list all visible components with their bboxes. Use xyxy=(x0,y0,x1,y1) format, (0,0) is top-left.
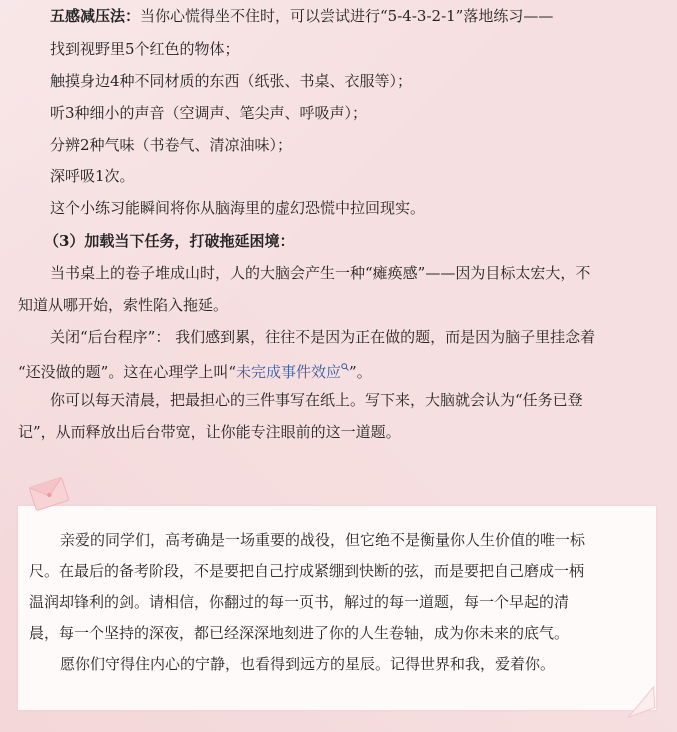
letter-line: 晨，每一个坚持的深夜，都已经深深地刻进了你的人生卷轴，成为你未来的底气。 xyxy=(29,624,570,642)
letter-line: 尺。在最后的备考阶段，不是要把自己拧成紧绷到快断的弦，而是要把自己磨成一柄 xyxy=(29,562,585,580)
step-item: 听3种细小的声音（空调声、笔尖声、呼吸声）； xyxy=(50,104,368,122)
section-heading: （3）加载当下任务，打破拖延困境： xyxy=(44,232,295,250)
letter-card xyxy=(18,506,656,710)
paragraph-line xyxy=(18,359,372,382)
search-icon xyxy=(341,359,349,378)
paragraph-text: “还没做的题”。这在心理学上叫“ xyxy=(18,363,237,381)
step-item: 分辨2种气味（书卷气、清凉油味）； xyxy=(50,136,293,154)
paragraph-line: 记”，从而释放出后台带宽，让你能专注眼前的这一道题。 xyxy=(18,423,401,441)
letter-line: 亲爱的同学们，高考确是一场重要的战役，但它绝不是衡量你人生价值的唯一标 xyxy=(60,531,586,549)
unfinished-effect-link[interactable] xyxy=(236,363,349,381)
step-item: 触摸身边4种不同材质的东西（纸张、书桌、衣服等）； xyxy=(50,72,413,90)
step-item: 深呼吸1次。 xyxy=(50,167,135,185)
paragraph-line: 你可以每天清晨，把最担心的三件事写在纸上。写下来，大脑就会认为“任务已登 xyxy=(50,391,583,409)
paragraph-line: 当书桌上的卷子堆成山时，人的大脑会产生一种“瘫痪感”——因为目标太宏大，不 xyxy=(50,264,591,282)
five-senses-intro: 当你心慌得坐不住时，可以尝试进行“5-4-3-2-1”落地练习—— xyxy=(140,7,554,25)
paragraph-line: 知道从哪开始，索性陷入拖延。 xyxy=(18,296,229,314)
paragraph-text: ”。 xyxy=(349,363,372,381)
summary-text: 这个小练习能瞬间将你从脑海里的虚幻恐慌中拉回现实。 xyxy=(50,199,426,217)
letter-line: 愿你们守得住内心的宁静，也看得到远方的星辰。记得世界和我，爱着你。 xyxy=(60,655,556,673)
five-senses-paragraph xyxy=(50,7,553,26)
five-senses-heading: 五感减压法： xyxy=(50,7,141,25)
link-text: 未完成事件效应 xyxy=(236,363,342,381)
paragraph-line: 关闭“后台程序”： 我们感到累，往往不是因为正在做的题，而是因为脑子里挂念着 xyxy=(50,328,596,346)
step-item: 找到视野里5个红色的物体； xyxy=(50,40,240,58)
letter-line: 温润却锋利的剑。请相信，你翻过的每一页书，解过的每一道题，每一个早起的清 xyxy=(29,593,570,611)
